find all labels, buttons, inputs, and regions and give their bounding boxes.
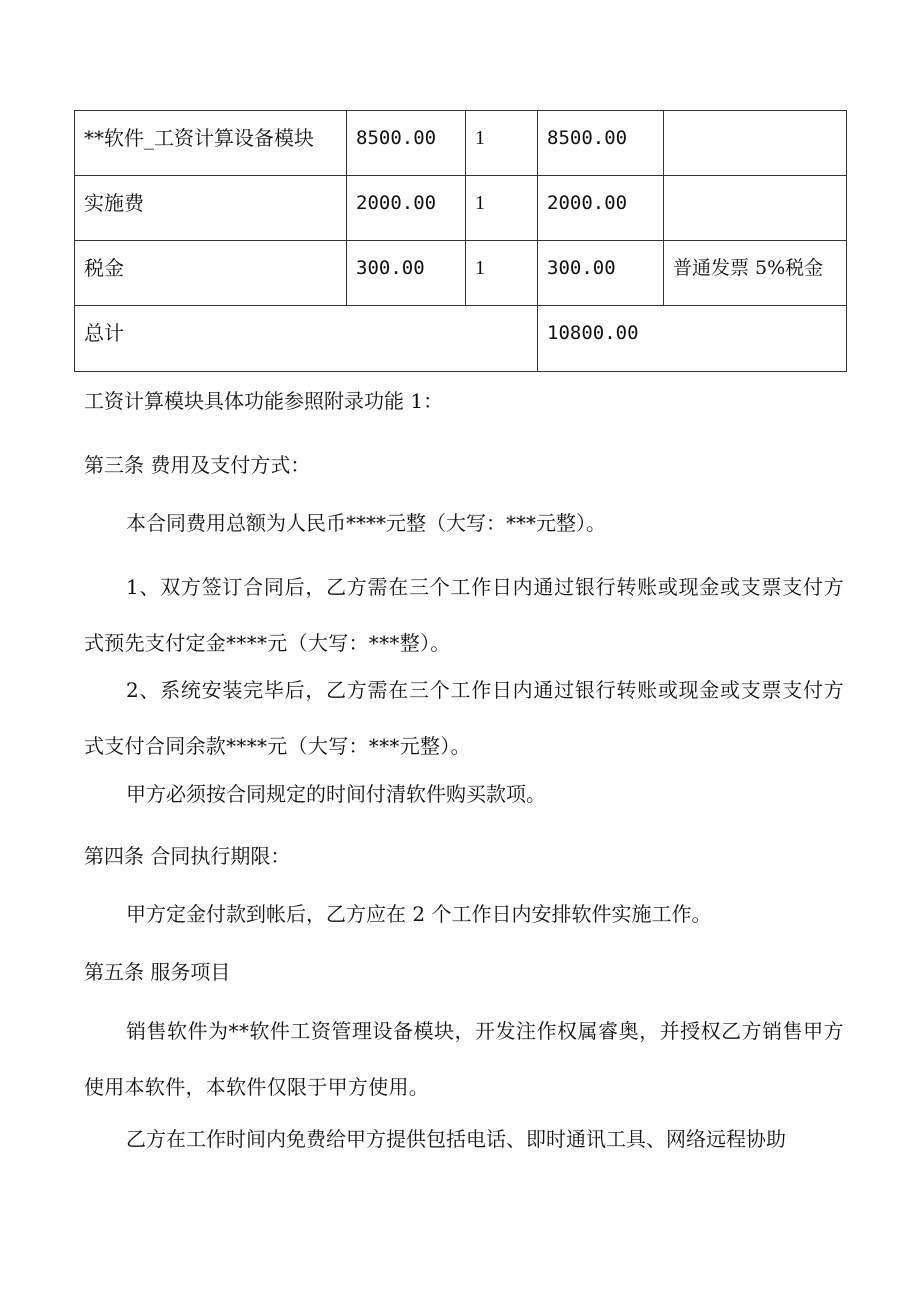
item-name-cell: **软件_工资计算设备模块 xyxy=(75,111,347,176)
article3-total-text: 本合同费用总额为人民币****元整（大写：***元整）。 xyxy=(126,511,606,535)
note-cell: 普通发票 5%税金 xyxy=(664,241,847,306)
unit-price-cell: 2000.00 xyxy=(347,176,466,241)
table-row xyxy=(75,111,847,176)
unit-price-cell: 8500.00 xyxy=(347,111,466,176)
note-cell xyxy=(664,176,847,241)
article5-para2-text: 乙方在工作时间内免费给甲方提供包括电话、即时通讯工具、网络远程协助 xyxy=(126,1127,786,1151)
price-table xyxy=(74,110,847,372)
article4-heading: 第四条 合同执行期限： xyxy=(84,844,291,868)
article5-para1-text: 销售软件为**软件工资管理设备模块，开发注作权属睿奥，并授权乙方销售甲方使用本软件，本软件仅限于甲方使用。 xyxy=(84,1019,844,1099)
item-name-cell: 实施费 xyxy=(75,176,347,241)
article4-content-text: 甲方定金付款到帐后，乙方应在 2 个工作日内安排软件实施工作。 xyxy=(126,902,712,926)
quantity-cell: 1 xyxy=(466,111,538,176)
total-label-cell: 总计 xyxy=(75,306,538,372)
amount-cell: 300.00 xyxy=(538,241,664,306)
total-row xyxy=(75,306,847,372)
article3-item2-text: 2、系统安装完毕后，乙方需在三个工作日内通过银行转账或现金或支票支付方式支付合同余款****元（大写：***元整）。 xyxy=(84,678,844,758)
table-row xyxy=(75,176,847,241)
module-reference-text: 工资计算模块具体功能参照附录功能 1： xyxy=(84,389,444,413)
quantity-cell: 1 xyxy=(466,176,538,241)
article5-heading: 第五条 服务项目 xyxy=(84,960,231,984)
quantity-cell: 1 xyxy=(466,241,538,306)
item-name-cell: 税金 xyxy=(75,241,347,306)
article3-heading: 第三条 费用及支付方式： xyxy=(84,453,311,477)
note-cell xyxy=(664,111,847,176)
table-row xyxy=(75,241,847,306)
article3-item1-text: 1、双方签订合同后，乙方需在三个工作日内通过银行转账或现金或支票支付方式预先支付定金****元（大写：***整）。 xyxy=(84,575,844,655)
unit-price-cell: 300.00 xyxy=(347,241,466,306)
amount-cell: 8500.00 xyxy=(538,111,664,176)
amount-cell: 2000.00 xyxy=(538,176,664,241)
total-amount-cell: 10800.00 xyxy=(538,306,847,372)
article3-obligation-text: 甲方必须按合同规定的时间付清软件购买款项。 xyxy=(126,782,546,806)
